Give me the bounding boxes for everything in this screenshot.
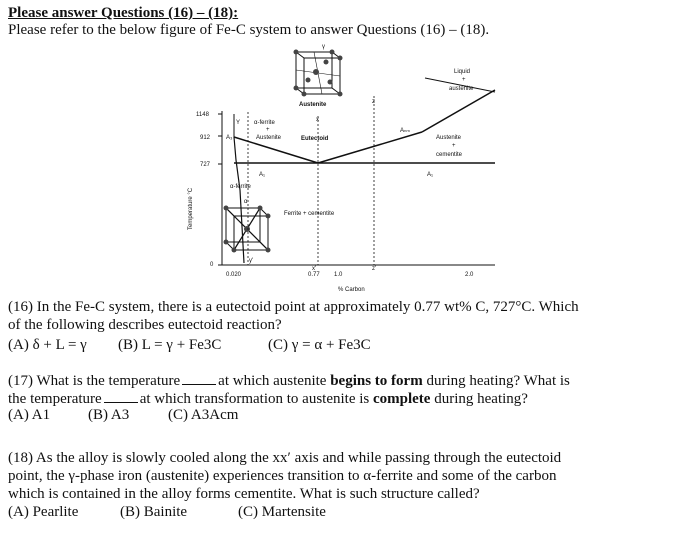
acm-label: Aₙₘ (400, 128, 411, 134)
q18-option-b[interactable]: (B) Bainite (120, 504, 188, 520)
x-axis-label: % Carbon (338, 287, 365, 293)
ferrite-cementite-label: Ferrite + cementite (284, 211, 335, 217)
q18-line-1: (18) As the alloy is slowly cooled along the xx′ axis and while passing through the eutectoid (8, 450, 562, 466)
q17-blank-1 (182, 371, 216, 385)
z-prime-label: z' (372, 266, 377, 272)
q17-options (8, 407, 238, 424)
carbon-tick-20: 2.0 (465, 272, 474, 278)
a3-label: A₃ (226, 135, 233, 141)
q17-text-c: during heating? What is (426, 373, 570, 389)
austenite-right-label: Austenite (436, 135, 462, 141)
q16-option-b[interactable]: (B) L = γ + Fe3C (118, 337, 222, 353)
liquid-label: Liquid (454, 69, 471, 75)
q17-text2-a: the temperature (8, 391, 102, 407)
y-axis-label: Temperature °C (188, 187, 194, 230)
q17-text2-c: during heating? (434, 391, 528, 407)
eutectoid-label: Eutectoid (301, 136, 329, 142)
austenite-unit-cell-icon (294, 50, 343, 97)
cementite-right-label: cementite (436, 152, 463, 158)
q16-text-2: of the following describes eutectoid reaction? (8, 317, 282, 333)
q17-text-a: (17) What is the temperature (8, 373, 181, 389)
x-prime-label: x' (312, 266, 317, 272)
q17-option-c[interactable]: (C) A3Acm (168, 407, 239, 423)
phase-boundaries (234, 78, 495, 263)
q17-line-2 (8, 389, 528, 408)
q18-option-a[interactable]: (A) Pearlite (8, 504, 79, 520)
carbon-tick-0020: 0.020 (226, 272, 242, 278)
q18-line-3: which is contained in the alloy forms cementite. What is such structure called? (8, 486, 480, 502)
ferrite-unit-cell-icon (224, 206, 271, 253)
q17-line-1 (8, 371, 570, 390)
carbon-tick-10: 1.0 (334, 272, 343, 278)
alpha-ferrite-low-label: α-ferrite (230, 184, 251, 190)
y-greek-label: Y (236, 120, 241, 126)
section-heading: Please answer Questions (16) – (18): (8, 5, 239, 21)
y-prime-label: y' (249, 258, 254, 264)
alpha-ferrite-label: α-ferrite (254, 120, 275, 126)
plus-label: + (266, 127, 270, 133)
x-mark: x (316, 117, 319, 123)
q17-bold-begins: begins to form (330, 373, 423, 389)
austenite-top-label: Austenite (299, 102, 327, 108)
temp-tick-1148: 1148 (196, 112, 209, 118)
q18-option-c[interactable]: (C) Martensite (238, 504, 326, 520)
q17-option-a[interactable]: (A) A1 (8, 407, 51, 423)
liquid-plus: + (462, 77, 466, 83)
q17-option-b[interactable]: (B) A3 (88, 407, 130, 423)
temp-tick-0: 0 (210, 262, 214, 268)
top-gamma-label: γ (322, 44, 325, 50)
q17-text-b: at which austenite (218, 373, 327, 389)
z-mark: z (372, 99, 375, 105)
temp-tick-727: 727 (200, 162, 211, 168)
temp-tick-912: 912 (200, 135, 211, 141)
q16-text: (16) In the Fe-C system, there is a eutectoid point at approximately 0.77 wt% C, 727°C. Which (8, 299, 579, 315)
q17-text2-b: at which transformation to austenite is (139, 391, 370, 407)
instruction-text: Please refer to the below figure of Fe-C system to answer Questions (16) – (18). (8, 22, 490, 38)
q16-option-c[interactable]: (C) γ = α + Fe3C (268, 337, 371, 353)
q18-line-2: point, the γ-phase iron (austenite) experiences transition to α-ferrite and some of the carbon (8, 468, 557, 484)
carbon-tick-077: 0.77 (308, 272, 320, 278)
liquid-austenite-label: austenite (449, 86, 474, 92)
a1-left-label: A₁ (259, 172, 266, 178)
plus-right: + (452, 143, 456, 149)
austenite-mid-label: Austenite (256, 135, 282, 141)
q17-blank-2 (104, 389, 138, 403)
q16-option-a[interactable]: (A) δ + L = γ (8, 337, 87, 353)
a1-right-label: A₁ (427, 172, 434, 178)
q16-options (8, 337, 371, 354)
alpha-small-label: α (244, 199, 248, 205)
q17-bold-complete: complete (372, 391, 431, 407)
q18-options (8, 504, 326, 521)
